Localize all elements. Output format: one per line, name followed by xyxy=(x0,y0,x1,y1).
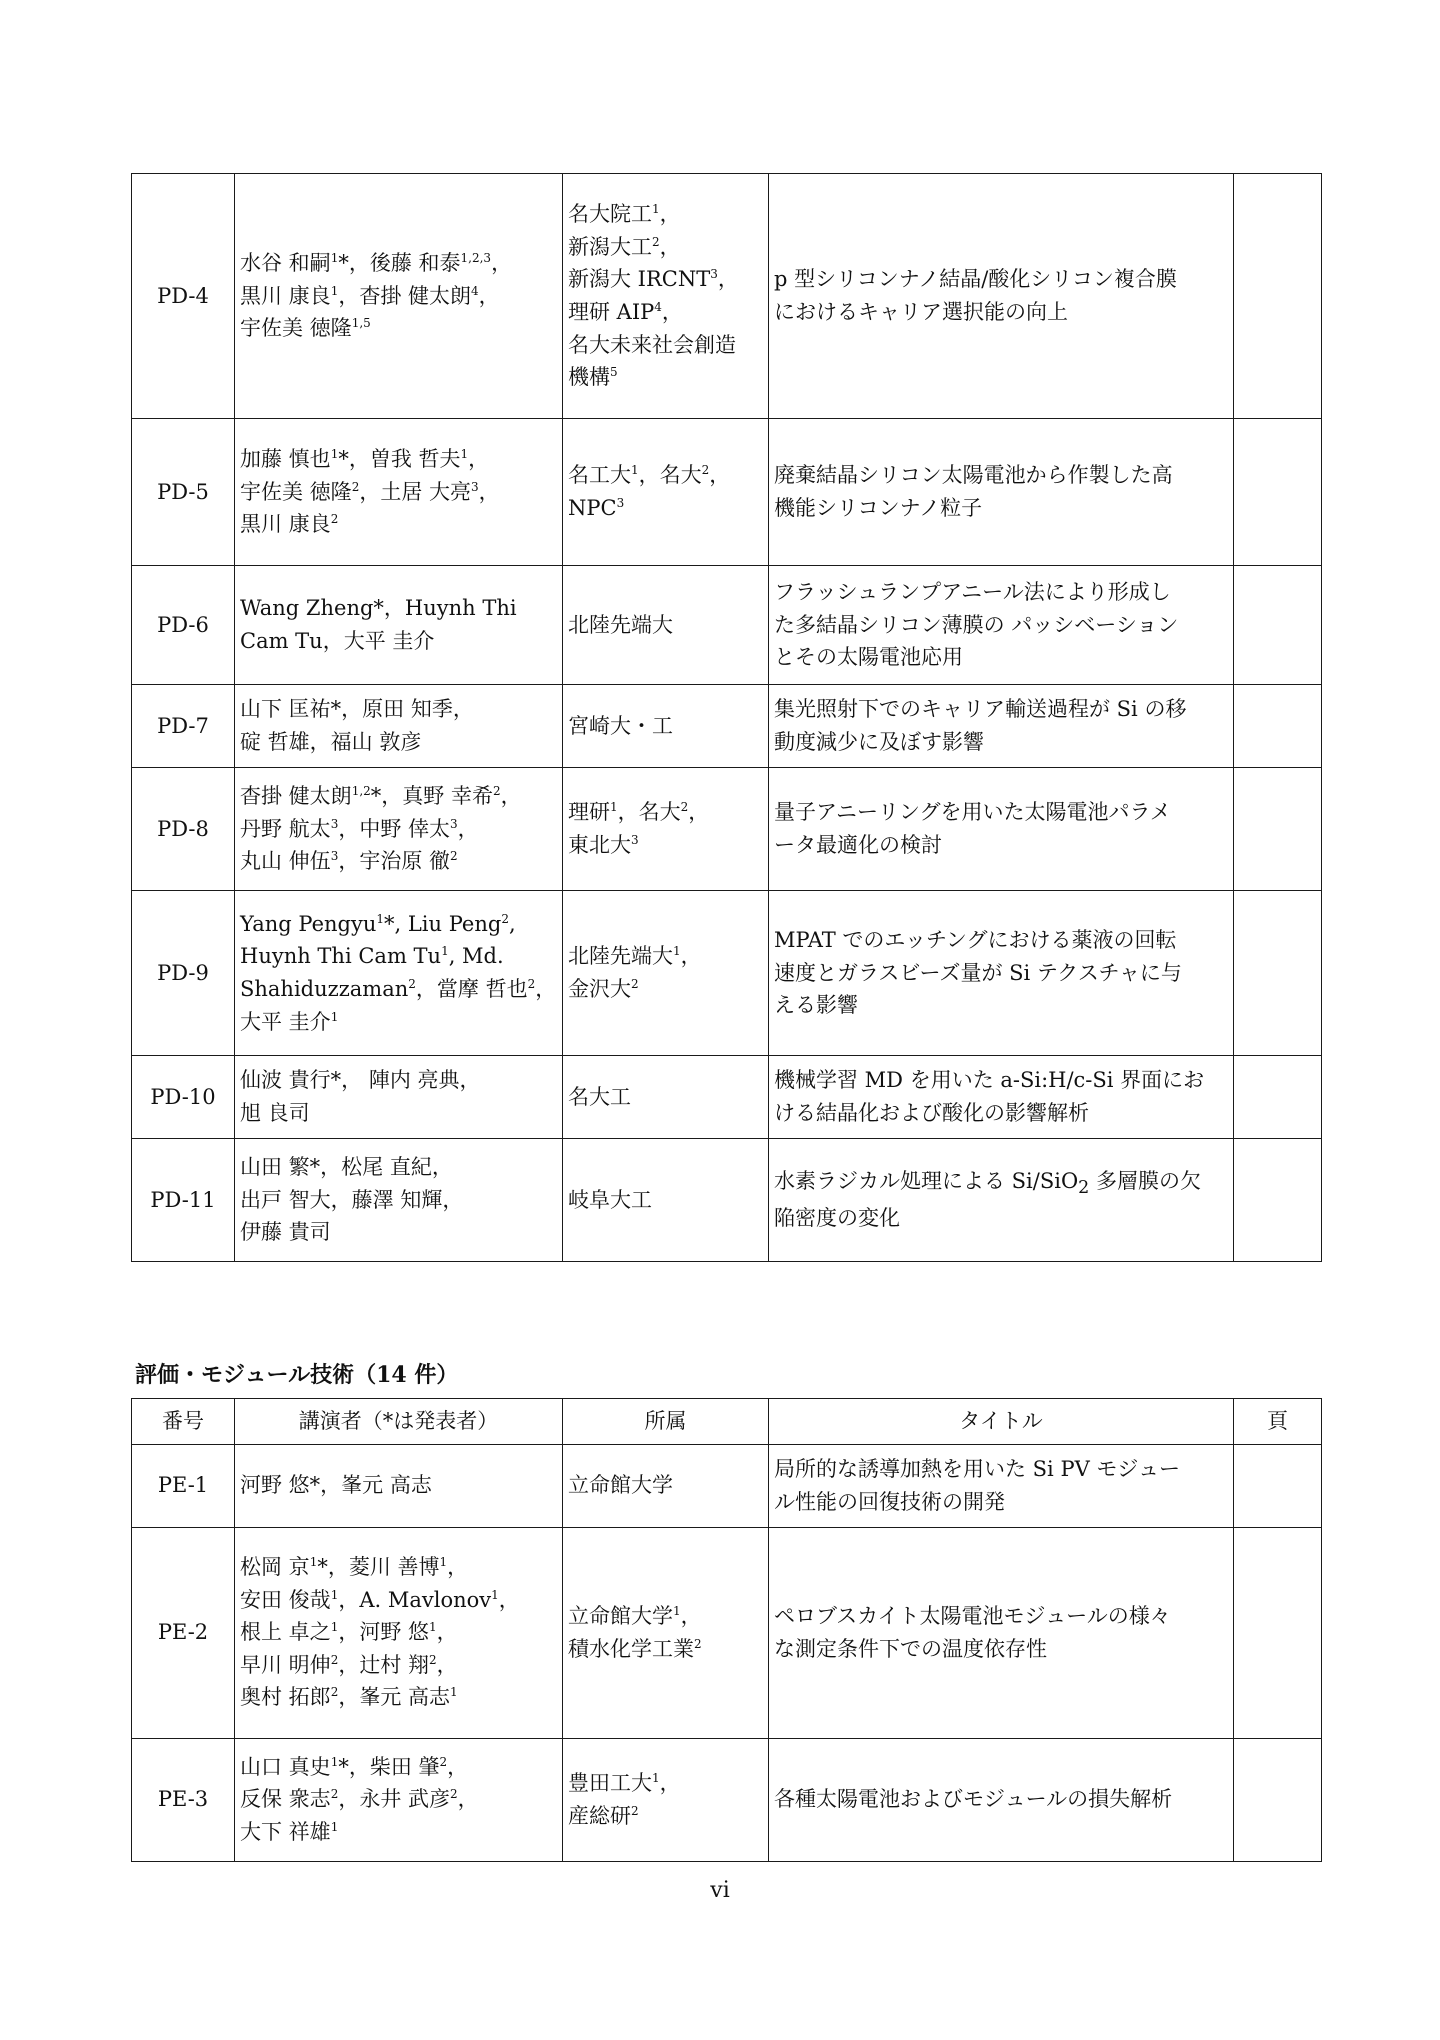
cell-page xyxy=(1234,1139,1322,1262)
cell-page xyxy=(1234,1444,1322,1527)
header-authors: 講演者（*は発表者） xyxy=(235,1399,563,1445)
table-row xyxy=(132,891,1322,1056)
cell-number: PE-1 xyxy=(132,1444,235,1527)
cell-title: 量子アニーリングを用いた太陽電池パラメ ータ最適化の検討 xyxy=(769,768,1234,891)
header-number: 番号 xyxy=(132,1399,235,1445)
cell-title: 集光照射下でのキャリア輸送過程が Si の移 動度減少に及ぼす影響 xyxy=(769,685,1234,768)
cell-number: PD-7 xyxy=(132,685,235,768)
cell-authors: 加藤 慎也$^1$*，曽我 哲夫$^1$， 宇佐美 徳隆$^2$，土居 大亮$^3$， 黒川 康良$^2$ xyxy=(235,419,563,566)
cell-affiliation: 立命館大学 xyxy=(563,1444,769,1527)
cell-title: MPAT でのエッチングにおける薬液の回転 速度とガラスビーズ量が Si テクスチャに与 える影響 xyxy=(769,891,1234,1056)
section-title: 評価・モジュール技術（14 件） xyxy=(135,1362,459,1388)
cell-affiliation: 岐阜大工 xyxy=(563,1139,769,1262)
table-row xyxy=(132,1056,1322,1139)
program-table-pd-body xyxy=(132,174,1322,1262)
program-table-pd xyxy=(131,173,1322,1262)
cell-affiliation: 理研$^1$，名大$^2$， 東北大$^3$ xyxy=(563,768,769,891)
header-page: 頁 xyxy=(1234,1399,1322,1445)
page-number: vi xyxy=(710,1878,730,1903)
header-affiliation: 所属 xyxy=(563,1399,769,1445)
header-row xyxy=(132,1399,1322,1445)
cell-page xyxy=(1234,1738,1322,1861)
table-row xyxy=(132,685,1322,768)
cell-affiliation: 名大院工$^1$， 新潟大工$^2$， 新潟大 IRCNT$^3$， 理研 AIP$^4$， 名大未来社会創造 機構$^5$ xyxy=(563,174,769,419)
table-row xyxy=(132,1738,1322,1861)
cell-authors: 水谷 和嗣$^1$*，後藤 和泰$^{1,2,3}$， 黒川 康良$^1$，杳掛 健太朗$^4$， 宇佐美 徳隆$^{1,5}$ xyxy=(235,174,563,419)
cell-page xyxy=(1234,768,1322,891)
table-header xyxy=(132,1399,1322,1445)
table-row xyxy=(132,1444,1322,1527)
cell-page xyxy=(1234,566,1322,685)
cell-title: 廃棄結晶シリコン太陽電池から作製した高 機能シリコンナノ粒子 xyxy=(769,419,1234,566)
cell-title: p 型シリコンナノ結晶/酸化シリコン複合膜 におけるキャリア選択能の向上 xyxy=(769,174,1234,419)
cell-number: PE-2 xyxy=(132,1527,235,1738)
cell-authors: Wang Zheng*，Huynh Thi Cam Tu，大平 圭介 xyxy=(235,566,563,685)
cell-affiliation: 豊田工大$^1$， 産総研$^2$ xyxy=(563,1738,769,1861)
cell-authors: 杳掛 健太朗$^{1,2}$*，真野 幸希$^2$， 丹野 航太$^3$，中野 倖太$^3$， 丸山 伸伍$^3$，宇治原 徹$^2$ xyxy=(235,768,563,891)
cell-affiliation: 宮崎大・工 xyxy=(563,685,769,768)
cell-number: PD-6 xyxy=(132,566,235,685)
cell-title: 各種太陽電池およびモジュールの損失解析 xyxy=(769,1738,1234,1861)
table-row xyxy=(132,1139,1322,1262)
cell-authors: 仙波 貴行*， 陣内 亮典， 旭 良司 xyxy=(235,1056,563,1139)
table-row xyxy=(132,419,1322,566)
cell-title: フラッシュランプアニール法により形成し た多結晶シリコン薄膜の パッシベーション とその太陽電池応用 xyxy=(769,566,1234,685)
cell-authors: 山下 匡祐*，原田 知季， 碇 哲雄，福山 敦彦 xyxy=(235,685,563,768)
table-row xyxy=(132,1527,1322,1738)
table-row xyxy=(132,566,1322,685)
cell-authors: 河野 悠*，峯元 高志 xyxy=(235,1444,563,1527)
cell-page xyxy=(1234,174,1322,419)
cell-number: PD-5 xyxy=(132,419,235,566)
cell-page xyxy=(1234,891,1322,1056)
cell-title: 水素ラジカル処理による Si/SiO$_2$ 多層膜の欠 陥密度の変化 xyxy=(769,1139,1234,1262)
cell-title: ペロブスカイト太陽電池モジュールの様々 な測定条件下での温度依存性 xyxy=(769,1527,1234,1738)
cell-page xyxy=(1234,685,1322,768)
table-row xyxy=(132,768,1322,891)
cell-page xyxy=(1234,419,1322,566)
cell-number: PE-3 xyxy=(132,1738,235,1861)
program-table-pe xyxy=(131,1398,1322,1862)
cell-number: PD-4 xyxy=(132,174,235,419)
cell-page xyxy=(1234,1056,1322,1139)
cell-affiliation: 北陸先端大 xyxy=(563,566,769,685)
cell-page xyxy=(1234,1527,1322,1738)
cell-affiliation: 立命館大学$^1$， 積水化学工業$^2$ xyxy=(563,1527,769,1738)
cell-affiliation: 名工大$^1$，名大$^2$， NPC$^3$ xyxy=(563,419,769,566)
cell-authors: Yang Pengyu$^1$*, Liu Peng$^2$, Huynh Thi Cam Tu$^1$, Md. Shahiduzzaman$^2$，當摩 哲也$^2$， 大平 圭介$^1$ xyxy=(235,891,563,1056)
cell-title: 局所的な誘導加熱を用いた Si PV モジュー ル性能の回復技術の開発 xyxy=(769,1444,1234,1527)
program-table-pe-body xyxy=(132,1444,1322,1861)
cell-authors: 松岡 京$^1$*，菱川 善博$^1$， 安田 俊哉$^1$，A. Mavlonov$^1$， 根上 卓之$^1$，河野 悠$^1$， 早川 明伸$^2$，辻村 翔$^2$， 奥村 拓郎$^2$，峯元 高志$^1$ xyxy=(235,1527,563,1738)
cell-affiliation: 名大工 xyxy=(563,1056,769,1139)
cell-authors: 山田 繁*，松尾 直紀， 出戸 智大，藤澤 知輝， 伊藤 貴司 xyxy=(235,1139,563,1262)
cell-authors: 山口 真史$^1$*，柴田 肇$^2$， 反保 衆志$^2$，永井 武彦$^2$， 大下 祥雄$^1$ xyxy=(235,1738,563,1861)
cell-title: 機械学習 MD を用いた a-Si:H/c-Si 界面にお ける結晶化および酸化の影響解析 xyxy=(769,1056,1234,1139)
cell-number: PD-9 xyxy=(132,891,235,1056)
table-row xyxy=(132,174,1322,419)
cell-number: PD-8 xyxy=(132,768,235,891)
cell-number: PD-10 xyxy=(132,1056,235,1139)
cell-number: PD-11 xyxy=(132,1139,235,1262)
header-title: タイトル xyxy=(769,1399,1234,1445)
cell-affiliation: 北陸先端大$^1$， 金沢大$^2$ xyxy=(563,891,769,1056)
